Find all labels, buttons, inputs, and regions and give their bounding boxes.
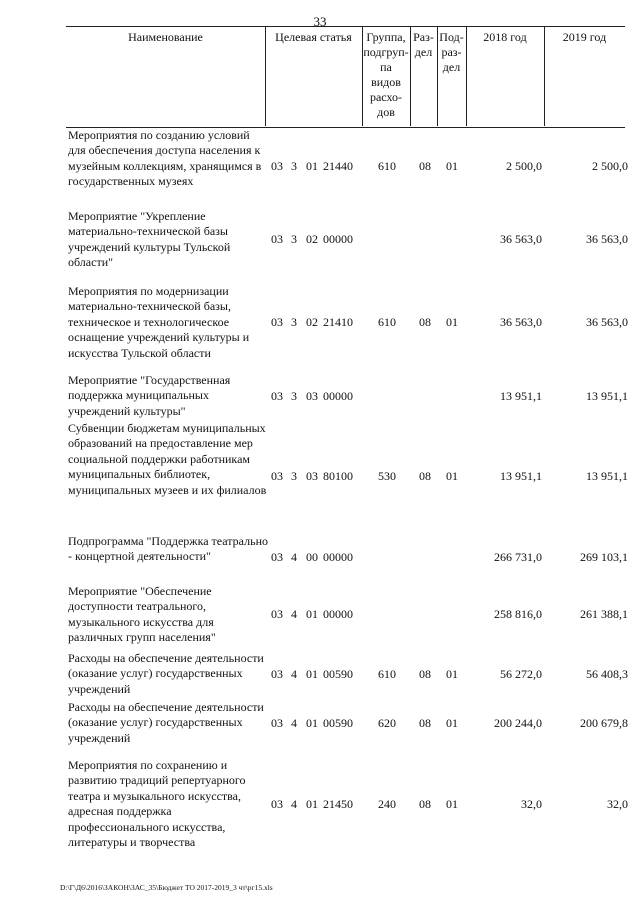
cell-podrazdel: 01 (446, 469, 458, 483)
cell-group: 02 (306, 315, 318, 329)
cell-program: 03 (271, 607, 283, 621)
cell-subprogram: 3 (291, 389, 297, 403)
cell-program: 03 (271, 159, 283, 173)
cell-razdel: 08 (419, 797, 431, 811)
cell-group: 00 (306, 550, 318, 564)
cell-group: 03 (306, 389, 318, 403)
cell-program: 03 (271, 716, 283, 730)
cell-razdel: 08 (419, 667, 431, 681)
cell-podrazdel: 01 (446, 716, 458, 730)
row-name: Мероприятие "Государственная поддержка муниципальных учреждений культуры" (68, 373, 231, 418)
cell-podrazdel: 01 (446, 797, 458, 811)
cell-group: 01 (306, 716, 318, 730)
cell-razdel: 08 (419, 716, 431, 730)
row-name: Мероприятия по сохранению и развитию традиций репертуарного театра и музыкального искусства, адресная поддержка профессионального искусства, литературы и творчества (68, 758, 246, 850)
file-path-footer: D:\Г\Д6\2016\ЗАКОН\ЗАС_35\Бюджет ТО 2017-2019_3 чт\рг15.xls (60, 883, 273, 892)
row-name: Подпрограмма "Поддержка театрально - концертной деятельности" (68, 534, 268, 564)
cell-2019: 13 951,1 (586, 389, 628, 403)
cell-razdel: 08 (419, 159, 431, 173)
header-name: Наименование (128, 30, 203, 44)
cell-2018: 2 500,0 (506, 159, 542, 173)
cell-2019: 200 679,8 (580, 716, 628, 730)
cell-razdel: 08 (419, 469, 431, 483)
cell-program: 03 (271, 550, 283, 564)
cell-group: 02 (306, 232, 318, 246)
cell-2018: 56 272,0 (500, 667, 542, 681)
cell-subprogram: 3 (291, 232, 297, 246)
cell-podrazdel: 01 (446, 159, 458, 173)
cell-expense-type: 610 (378, 159, 396, 173)
cell-podrazdel: 01 (446, 315, 458, 329)
cell-code: 00000 (323, 607, 353, 621)
cell-2018: 32,0 (521, 797, 542, 811)
page-number: 33 (313, 14, 327, 29)
cell-expense-type: 530 (378, 469, 396, 483)
cell-code: 00590 (323, 716, 353, 730)
cell-2018: 13 951,1 (500, 389, 542, 403)
cell-program: 03 (271, 315, 283, 329)
cell-group: 01 (306, 667, 318, 681)
row-name: Субвенции бюджетам муниципальных образований на предоставление мер социальной поддержки работникам муниципальных библиотек, муниципальных музеев и их филиалов (68, 421, 267, 497)
cell-razdel: 08 (419, 315, 431, 329)
header-2019: 2019 год (562, 30, 607, 44)
cell-2019: 269 103,1 (580, 550, 628, 564)
cell-code: 21410 (323, 315, 353, 329)
cell-2018: 36 563,0 (500, 232, 542, 246)
cell-program: 03 (271, 389, 283, 403)
cell-2018: 200 244,0 (494, 716, 542, 730)
row-name: Мероприятия по модернизации материально-технической базы, техническое и технологическое оснащение учреждений культуры и искусства Тульской области (68, 284, 250, 360)
header-target: Целевая статья (275, 30, 352, 44)
cell-2018: 266 731,0 (494, 550, 542, 564)
cell-2019: 13 951,1 (586, 469, 628, 483)
cell-expense-type: 620 (378, 716, 396, 730)
row-name: Расходы на обеспечение деятельности (оказание услуг) государственных учреждений (68, 651, 264, 696)
cell-expense-type: 240 (378, 797, 396, 811)
cell-podrazdel: 01 (446, 667, 458, 681)
cell-expense-type: 610 (378, 667, 396, 681)
row-name: Мероприятия по созданию условий для обеспечения доступа населения к музейным коллекциям, хранящимся в государственных музеях (68, 128, 262, 189)
cell-subprogram: 4 (291, 667, 297, 681)
cell-code: 80100 (323, 469, 353, 483)
cell-program: 03 (271, 667, 283, 681)
cell-subprogram: 3 (291, 469, 297, 483)
row-name: Мероприятие "Укрепление материально-технической базы учреждений культуры Тульской области" (68, 209, 231, 270)
cell-code: 00590 (323, 667, 353, 681)
header-2018: 2018 год (483, 30, 527, 44)
cell-group: 03 (306, 469, 318, 483)
header-razdel: Раз- дел (413, 30, 434, 59)
cell-2018: 36 563,0 (500, 315, 542, 329)
header-group: Группа, подгруп- па видов расхо- дов (363, 30, 409, 119)
cell-2019: 36 563,0 (586, 315, 628, 329)
row-name: Мероприятие "Обеспечение доступности театрального, музыкального искусства для различных групп населения" (68, 584, 216, 645)
cell-2019: 36 563,0 (586, 232, 628, 246)
cell-program: 03 (271, 469, 283, 483)
cell-code: 00000 (323, 550, 353, 564)
cell-group: 01 (306, 607, 318, 621)
cell-code: 00000 (323, 232, 353, 246)
cell-code: 21450 (323, 797, 353, 811)
row-name: Расходы на обеспечение деятельности (оказание услуг) государственных учреждений (68, 700, 264, 745)
cell-program: 03 (271, 232, 283, 246)
cell-expense-type: 610 (378, 315, 396, 329)
cell-code: 21440 (323, 159, 353, 173)
cell-subprogram: 4 (291, 607, 297, 621)
cell-group: 01 (306, 159, 318, 173)
cell-subprogram: 4 (291, 797, 297, 811)
cell-subprogram: 4 (291, 716, 297, 730)
cell-subprogram: 4 (291, 550, 297, 564)
cell-2018: 13 951,1 (500, 469, 542, 483)
cell-subprogram: 3 (291, 315, 297, 329)
cell-2019: 261 388,1 (580, 607, 628, 621)
cell-2019: 2 500,0 (592, 159, 628, 173)
cell-group: 01 (306, 797, 318, 811)
cell-2019: 32,0 (607, 797, 628, 811)
cell-program: 03 (271, 797, 283, 811)
cell-2018: 258 816,0 (494, 607, 542, 621)
cell-code: 00000 (323, 389, 353, 403)
header-podrazdel: Под- раз- дел (439, 30, 464, 74)
cell-2019: 56 408,3 (586, 667, 628, 681)
cell-subprogram: 3 (291, 159, 297, 173)
